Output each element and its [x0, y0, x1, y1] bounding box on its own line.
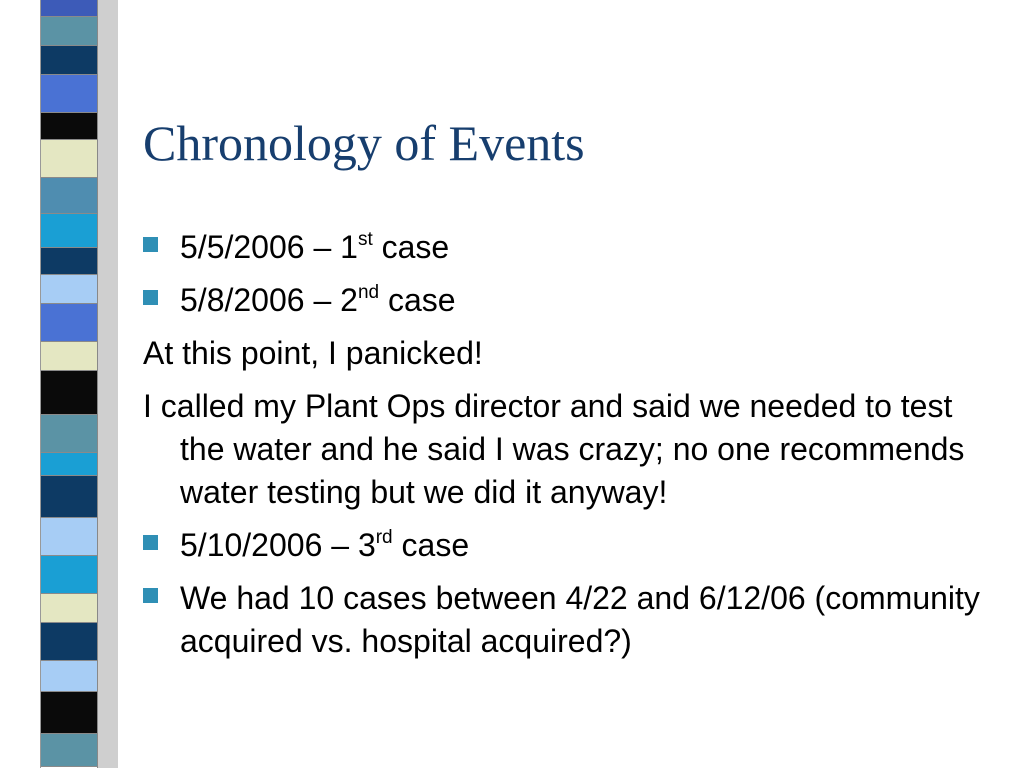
stripe-block — [41, 371, 97, 415]
item-date: 5/10/2006 – 3 — [180, 527, 376, 563]
plain-item — [143, 385, 993, 514]
stripe-block — [41, 17, 97, 46]
list-item — [143, 226, 993, 269]
item-text: case — [372, 229, 450, 265]
stripe-block — [41, 275, 97, 304]
stripe-block — [41, 214, 97, 248]
stripe-block — [41, 178, 97, 214]
stripe-block — [41, 75, 97, 113]
stripe-block — [41, 248, 97, 275]
item-text: I called my Plant Ops director and said we needed to test the water and he said I was crazy; no one recommends water testing but we did it anyway! — [143, 388, 965, 510]
stripe-shadow — [97, 0, 118, 768]
stripe-block — [41, 304, 97, 342]
list-item — [143, 524, 993, 567]
item-text: case — [379, 282, 456, 318]
item-text: At this point, I panicked! — [143, 335, 483, 371]
square-bullet-icon — [143, 290, 158, 305]
slide-content — [143, 226, 993, 673]
stripe-block — [41, 594, 97, 623]
square-bullet-icon — [143, 535, 158, 550]
stripe-block — [41, 556, 97, 594]
stripe-block — [41, 113, 97, 140]
stripe-block — [41, 453, 97, 476]
stripe-block — [41, 415, 97, 453]
stripe-block — [41, 46, 97, 75]
ordinal-suffix: nd — [357, 282, 380, 303]
stripe-block — [41, 692, 97, 734]
stripe-block — [41, 0, 97, 17]
list-item — [143, 279, 993, 322]
item-text: case — [392, 527, 470, 563]
stripe-block — [41, 342, 97, 371]
stripe-block — [41, 623, 97, 661]
ordinal-suffix: st — [357, 229, 373, 250]
square-bullet-icon — [143, 588, 158, 603]
stripe-block — [41, 661, 97, 692]
stripe-block — [41, 476, 97, 518]
square-bullet-icon — [143, 237, 158, 252]
item-date: 5/5/2006 – 1 — [180, 229, 358, 265]
item-text: We had 10 cases between 4/22 and 6/12/06 (community acquired vs. hospital acquired?) — [180, 580, 980, 659]
slide-title: Chronology of Events — [143, 115, 585, 171]
stripe-block — [41, 734, 97, 767]
plain-item — [143, 332, 993, 375]
decorative-stripe — [40, 0, 98, 768]
stripe-block — [41, 140, 97, 178]
item-date: 5/8/2006 – 2 — [180, 282, 358, 318]
stripe-block — [41, 518, 97, 556]
ordinal-suffix: rd — [375, 527, 393, 548]
list-item — [143, 577, 993, 663]
